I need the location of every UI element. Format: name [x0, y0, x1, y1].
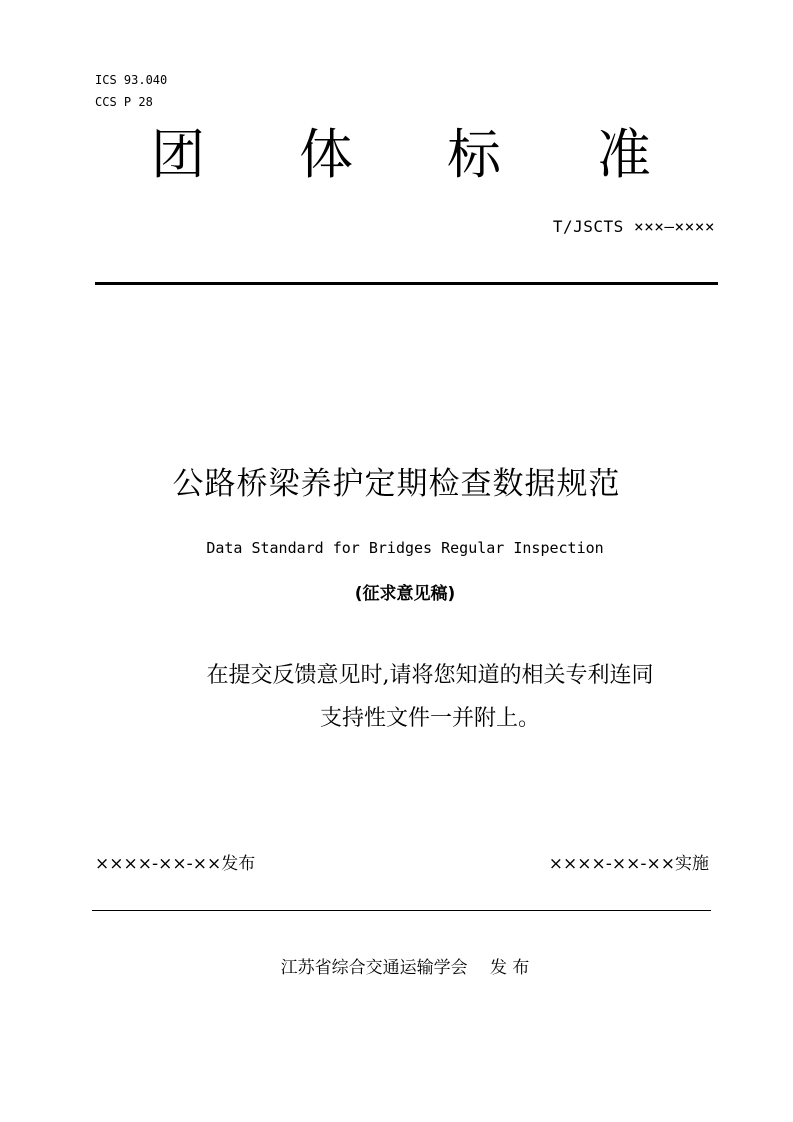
standard-type-char: 团: [151, 123, 205, 186]
document-title-cn: 公路桥梁养护定期检查数据规范: [172, 466, 621, 502]
standard-type-char: 体: [299, 123, 353, 186]
publisher: 江苏省综合交通运输学会 发 布: [280, 958, 530, 978]
standard-number: T/JSCTS ×××—××××: [552, 217, 715, 236]
ics-code: ICS 93.040: [95, 73, 168, 87]
draft-label: (征求意见稿): [354, 584, 456, 604]
footer-divider: [92, 910, 711, 911]
header-divider: [95, 282, 718, 285]
patent-notice-line-2: 支持性文件一并附上。: [319, 706, 540, 731]
document-title-en: Data Standard for Bridges Regular Inspection: [206, 539, 604, 557]
ccs-code: CCS P 28: [95, 95, 153, 109]
patent-notice-line-1: 在提交反馈意见时,请将您知道的相关专利连同: [206, 663, 654, 688]
publish-date: ××××-××-××发布: [95, 854, 256, 874]
standard-type-char: 准: [597, 123, 651, 186]
standard-type-char: 标: [447, 123, 501, 186]
implement-date: ××××-××-××实施: [548, 854, 709, 874]
standard-type-title: [0, 122, 793, 192]
